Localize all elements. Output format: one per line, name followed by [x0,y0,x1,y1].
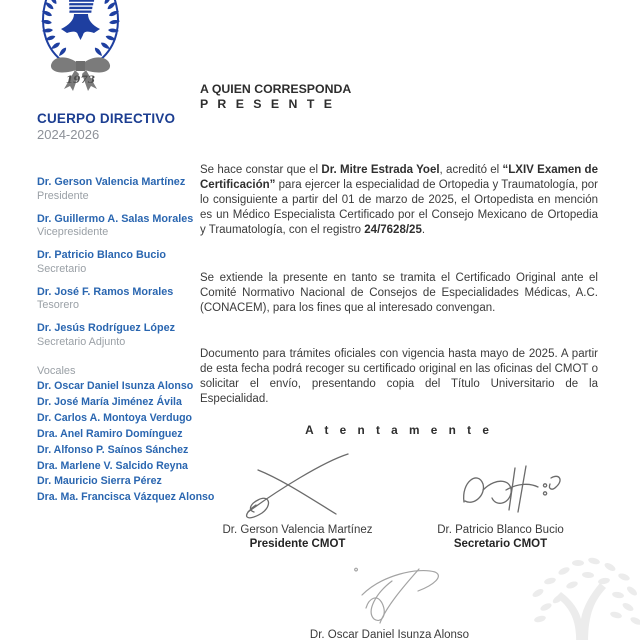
officer-name: Dr. Patricio Blanco Bucio [37,249,166,261]
officer-role: Vicepresidente [37,226,109,238]
signer-title-left: Presidente CMOT [249,538,346,550]
officer-item [37,286,193,313]
signature-secretary-icon [452,460,572,520]
officer-item [37,249,193,276]
text-segment: para ejercer la especialidad de Ortopedia y Traumatología, por lo consiguiente a partir del 01 de marzo de 2025, el Ortopedista en mención es un Médico Especialista Certificado por el Consejo Mexicano de Ortopedia y Traumatología, con el registro [200,178,598,237]
officer-role: Secretario [37,262,87,275]
board-title: CUERPO DIRECTIVO [37,111,176,126]
officers-list [37,176,193,359]
vocal-name: Dra. Anel Ramiro Domínguez [37,427,183,440]
board-term: 2024-2026 [37,127,100,142]
officer-name: Dr. José F. Ramos Morales [37,285,174,298]
letter-paragraph-2: Se extiende la presente en tanto se tramita el Certificado Original ante el Comité Normativo Nacional de Consejos de Especialidades Médicas, A.C. (CONACEM), para los fines que al interesado convengan. [200,271,598,314]
registry-number: 24/7628/25 [364,224,422,237]
founding-year: 1973 [65,74,96,86]
officer-role: Tesorero [37,299,80,311]
officer-name: Dr. Gerson Valencia Martínez [37,176,186,188]
vocales-label: Vocales [37,365,76,377]
officer-item [37,213,193,240]
doctor-name: Dr. Mitre Estrada Yoel [321,163,440,176]
vocal-name: Dra. Marlene V. Salcido Reyna [37,459,188,472]
officer-item [37,176,193,203]
cmot-emblem-icon [33,0,128,96]
officer-name: Dr. Guillermo A. Salas Morales [37,212,194,225]
officer-role: Presidente [37,189,89,202]
vocal-name: Dr. Alfonso P. Saínos Sánchez [37,443,189,456]
closing-word: A t e n t a m e n t e [305,423,493,437]
signer-name-bottom: Dr. Oscar Daniel Isunza Alonso [309,629,470,640]
signature-bottom-icon [322,563,462,627]
vocal-name: Dr. Carlos A. Montoya Verdugo [37,411,193,424]
vocal-name: Dr. Oscar Daniel Isunza Alonso [37,380,194,392]
text-segment: . [421,224,426,237]
signer-title-right: Secretario CMOT [453,538,548,550]
officer-name: Dr. Jesús Rodríguez López [37,322,175,334]
vocal-name: Dra. Ma. Francisca Vázquez Alonso [37,491,215,504]
officer-role: Secretario Adjunto [37,335,126,348]
vocal-name: Dr. José María Jiménez Ávila [37,395,182,408]
tree-crown [67,0,96,13]
vocales-list [37,379,214,506]
letter-paragraph-3: Documento para trámites oficiales con vigencia hasta mayo de 2025. A partir de esta fecha podrá recoger su certificado original en las oficinas del CMOT o solicitar el envío, presentando copia del Título Universitario de la Especialidad. [200,347,598,406]
exam-name: “LXIV Examen de Certificación” [200,163,598,191]
salutation-line2: P R E S E N T E [200,96,335,111]
tree-watermark-icon [520,555,640,640]
letter-paragraph-1 [200,163,598,239]
salutation-line1: A QUIEN CORRESPONDA [200,82,352,96]
signer-name-right: Dr. Patricio Blanco Bucio [437,524,564,536]
vocal-name: Dr. Mauricio Sierra Pérez [37,475,162,488]
officer-item [37,322,193,349]
signer-name-left: Dr. Gerson Valencia Martínez [222,524,373,536]
tree-trunk [61,14,100,40]
signature-president-icon [228,450,373,522]
text-segment: Se hace constar que el [200,163,322,176]
salutation [200,82,351,111]
text-segment: , acreditó el [439,163,503,176]
